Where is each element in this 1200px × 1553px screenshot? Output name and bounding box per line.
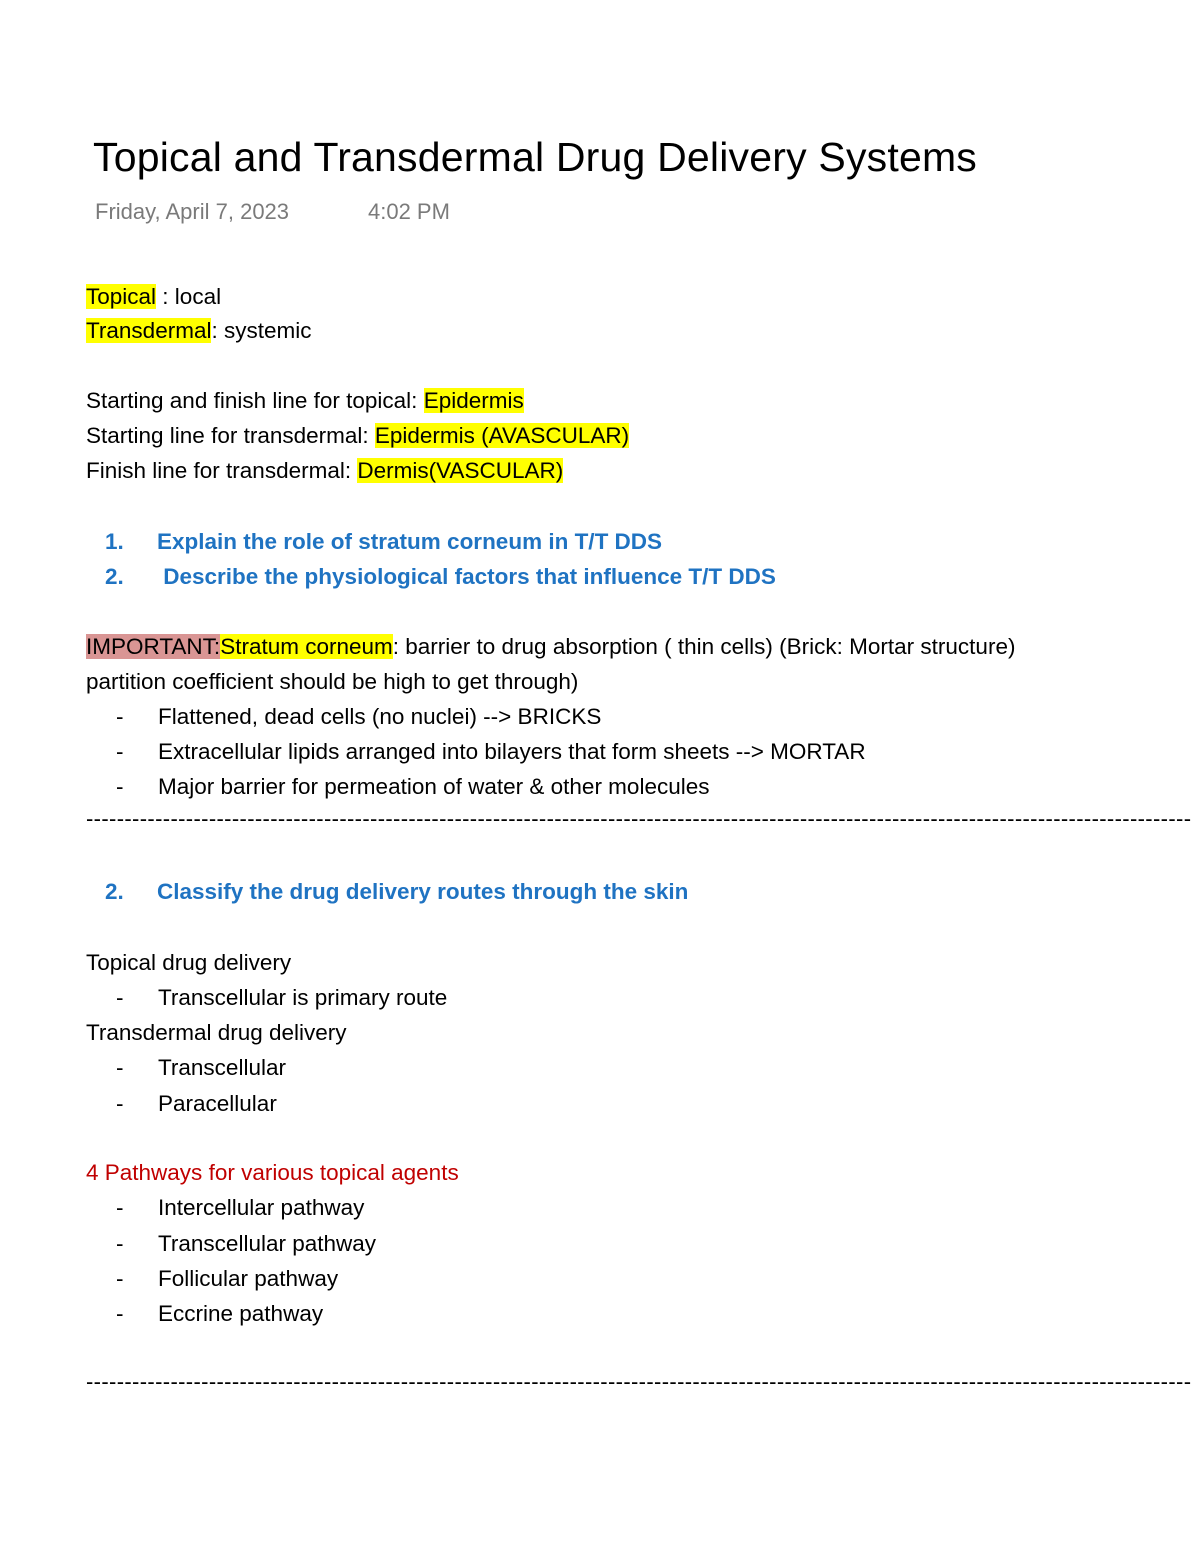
list-item: [86, 983, 447, 1013]
important-label: IMPORTANT:: [86, 634, 221, 659]
list-item: [86, 1229, 376, 1259]
list-item-text: Transcellular pathway: [158, 1231, 377, 1256]
bullet-dash: -: [116, 1231, 124, 1256]
topical-line: [86, 386, 524, 416]
list-item-text: Intercellular pathway: [158, 1195, 365, 1220]
section-divider: ------------------------------------------------------------------------------------------------------------------------------------------------: [86, 806, 1192, 831]
line-text: Finish line for transdermal:: [86, 458, 358, 483]
bullet-dash: -: [116, 1301, 124, 1326]
list-item: [86, 1089, 277, 1119]
topical-meaning: : local: [156, 284, 222, 309]
list-item: [86, 702, 601, 732]
list-item-text: Major barrier for permeation of water & other molecules: [158, 774, 710, 799]
bullet-dash: -: [116, 1195, 124, 1220]
section-heading: [105, 877, 688, 907]
list-item-text: Follicular pathway: [158, 1266, 339, 1291]
transdermal-finish-line: [86, 456, 563, 486]
objective-text: Explain the role of stratum corneum in T/T DDS: [157, 529, 663, 554]
transdermal-start-line: [86, 421, 629, 451]
bullet-dash: -: [116, 985, 124, 1010]
transdermal-term: Transdermal: [86, 318, 212, 343]
objective-item: [105, 562, 776, 592]
important-text: : barrier to drug absorption ( thin cells) (Brick: Mortar structure): [392, 634, 1016, 659]
transdermal-delivery-heading: Transdermal drug delivery: [86, 1020, 347, 1045]
important-term: Stratum corneum: [220, 634, 393, 659]
line-text: Starting and finish line for topical:: [86, 388, 424, 413]
heading-text: Classify the drug delivery routes through the skin: [157, 879, 689, 904]
line-text: Starting line for transdermal:: [86, 423, 375, 448]
topical-definition: [86, 282, 221, 312]
transdermal-definition: [86, 316, 311, 346]
list-item: [86, 1299, 323, 1329]
list-item-text: Transcellular is primary route: [158, 985, 448, 1010]
highlight-text: Dermis(VASCULAR): [357, 458, 564, 483]
topical-delivery-heading: Topical drug delivery: [86, 950, 292, 975]
list-item-text: Paracellular: [158, 1091, 277, 1116]
list-number: 2.: [105, 879, 124, 904]
list-number: 1.: [105, 529, 124, 554]
objective-item: [105, 527, 662, 557]
list-item-text: Extracellular lipids arranged into bilayers that form sheets --> MORTAR: [158, 739, 866, 764]
list-number: 2.: [105, 564, 124, 589]
topical-term: Topical: [86, 284, 157, 309]
list-item-text: Transcellular: [158, 1055, 286, 1080]
list-item-text: Flattened, dead cells (no nuclei) --> BRICKS: [158, 704, 602, 729]
bullet-dash: -: [116, 1091, 124, 1116]
list-item-text: Eccrine pathway: [158, 1301, 324, 1326]
highlight-text: Epidermis (AVASCULAR): [374, 423, 630, 448]
transdermal-meaning: : systemic: [211, 318, 312, 343]
list-item: [86, 772, 709, 802]
important-note-continued: partition coefficient should be high to get through): [86, 669, 579, 694]
list-item: [86, 737, 866, 767]
bullet-dash: -: [116, 1055, 124, 1080]
bullet-dash: -: [116, 774, 124, 799]
list-item: [86, 1264, 338, 1294]
highlight-text: Epidermis: [423, 388, 524, 413]
bullet-dash: -: [116, 739, 124, 764]
list-item: [86, 1193, 364, 1223]
page-time: 4:02 PM: [368, 199, 450, 224]
pathways-heading: 4 Pathways for various topical agents: [86, 1160, 459, 1185]
page-title: Topical and Transdermal Drug Delivery Systems: [93, 134, 977, 180]
list-item: [86, 1053, 286, 1083]
objective-text: Describe the physiological factors that influence T/T DDS: [157, 564, 776, 589]
page-date: Friday, April 7, 2023: [95, 199, 290, 224]
important-note: [86, 632, 1015, 662]
bullet-dash: -: [116, 704, 124, 729]
section-divider: ------------------------------------------------------------------------------------------------------------------------------------------------: [86, 1369, 1192, 1394]
bullet-dash: -: [116, 1266, 124, 1291]
